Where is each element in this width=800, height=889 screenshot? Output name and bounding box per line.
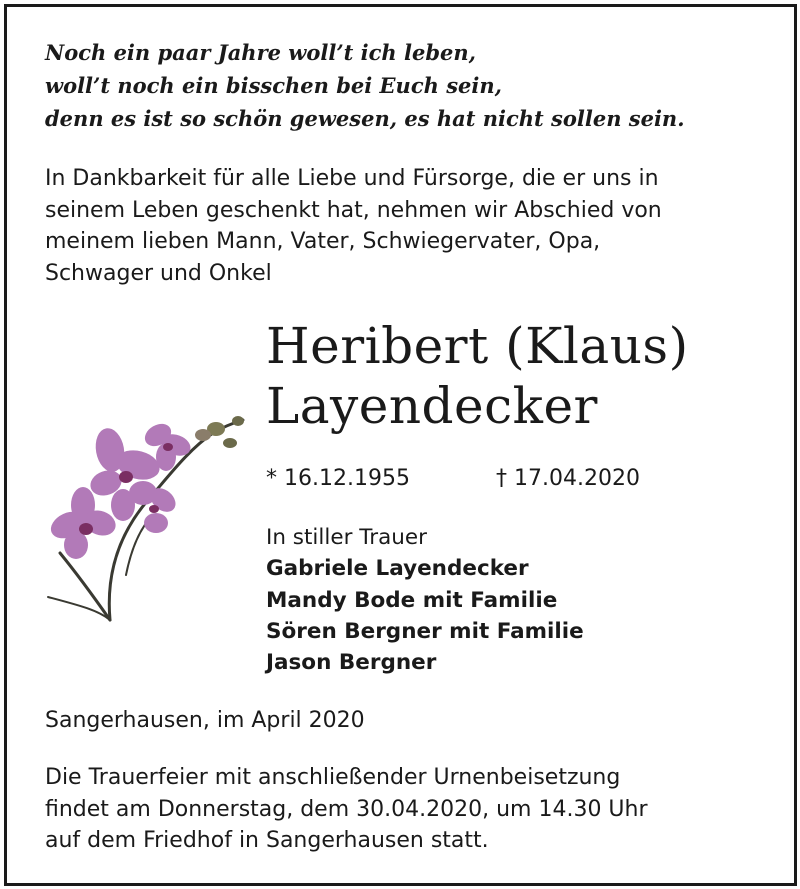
intro-text — [45, 163, 755, 289]
ceremony-line: auf dem Friedhof in Sangerhausen statt. — [45, 828, 489, 853]
deceased-name-line1: Heribert (Klaus) — [266, 317, 689, 375]
mourner-name: Gabriele Layendecker — [266, 556, 529, 582]
poem — [45, 36, 745, 135]
ceremony-line: Die Trauerfeier mit anschließender Urnenbeisetzung — [45, 765, 621, 790]
mourner-name: Jason Bergner — [266, 650, 437, 676]
place-date: Sangerhausen, im April 2020 — [45, 708, 365, 733]
birth-date: * 16.12.1955 — [266, 466, 410, 491]
death-date: † 17.04.2020 — [496, 466, 640, 491]
mourner-name: Sören Bergner mit Familie — [266, 618, 584, 644]
mourners-heading: In stiller Trauer — [266, 525, 427, 550]
poem-line: denn es ist so schön gewesen, es hat nicht sollen sein. — [45, 106, 685, 131]
intro-line: Schwager und Onkel — [45, 260, 272, 286]
deceased-name — [266, 316, 786, 436]
intro-line: In Dankbarkeit für alle Liebe und Fürsorge, die er uns in — [45, 166, 659, 191]
ceremony-line: findet am Donnerstag, dem 30.04.2020, um 14.30 Uhr — [45, 796, 648, 822]
mourner-name: Mandy Bode mit Familie — [266, 587, 558, 613]
mourners-block — [266, 522, 584, 678]
deceased-name-line2: Layendecker — [266, 377, 598, 435]
ceremony-info — [45, 762, 648, 857]
orchid-illustration — [38, 405, 258, 635]
intro-line: meinem lieben Mann, Vater, Schwiegervater, Opa, — [45, 229, 601, 254]
intro-line: seinem Leben geschenkt hat, nehmen wir Abschied von — [45, 197, 662, 223]
poem-line: Noch ein paar Jahre woll’t ich leben, — [45, 40, 476, 65]
poem-line: woll’t noch ein bisschen bei Euch sein, — [45, 73, 502, 98]
